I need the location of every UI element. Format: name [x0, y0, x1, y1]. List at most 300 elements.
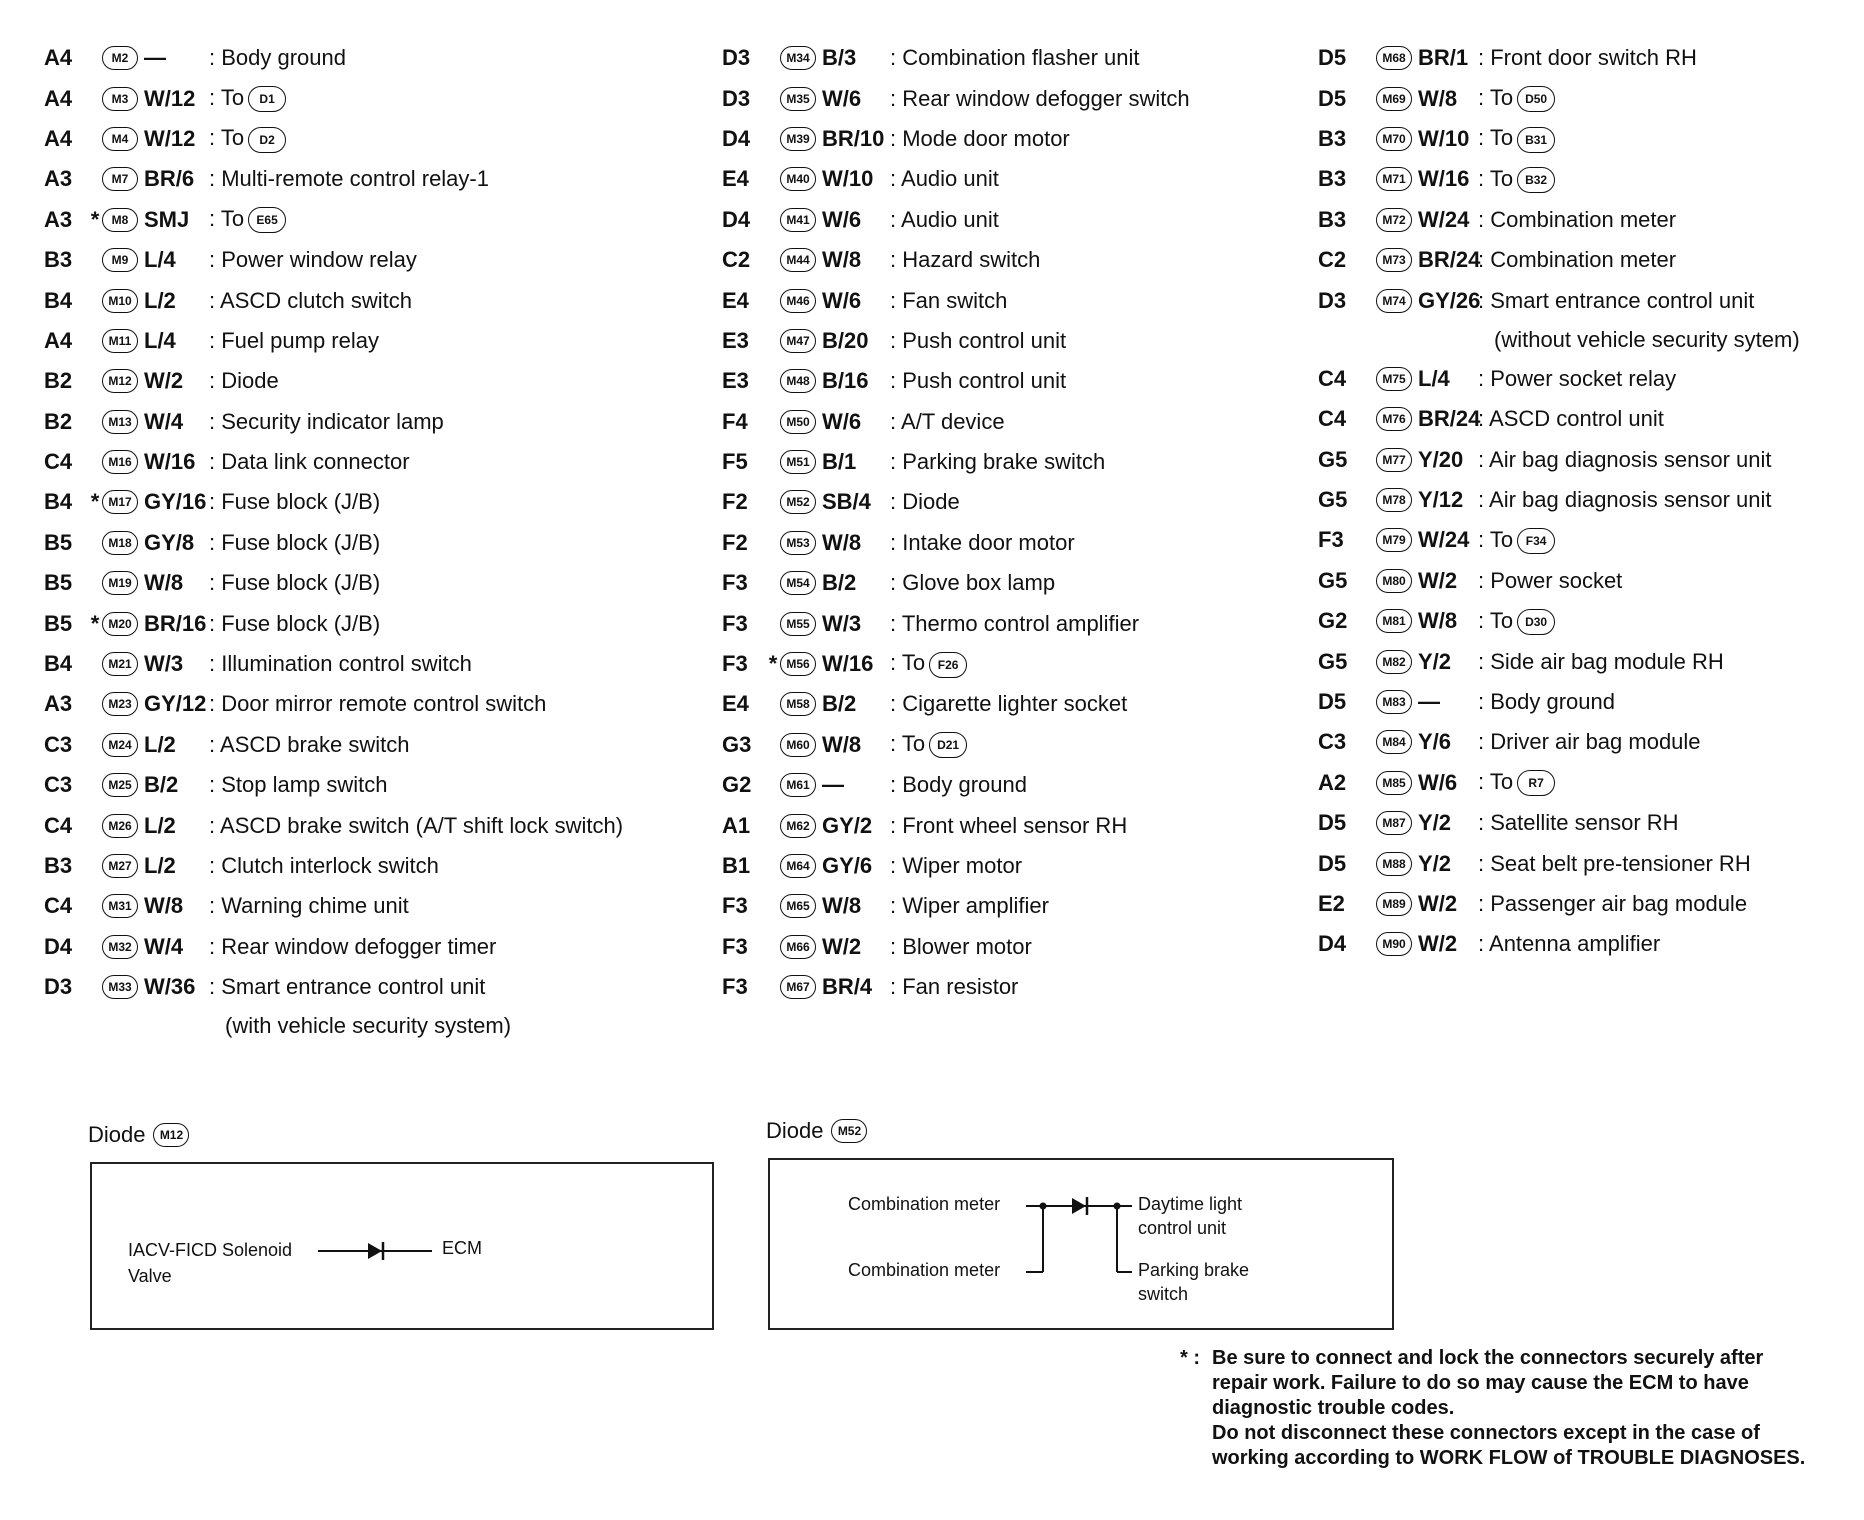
footnote-line: repair work. Failure to do so may cause the ECM to have — [1212, 1372, 1749, 1394]
color-pin-code: GY/2 — [822, 812, 873, 838]
grid-reference: C2 — [1318, 247, 1347, 273]
grid-reference: G5 — [1318, 446, 1348, 472]
connector-row — [722, 482, 960, 522]
connector-badge: M34 — [780, 46, 816, 70]
description-colon: : — [1478, 769, 1490, 795]
description-text: Glove box lamp — [902, 570, 1056, 596]
description-text: Door mirror remote control switch — [221, 691, 547, 717]
connector-row — [44, 200, 278, 240]
connector-row — [1318, 399, 1664, 439]
color-pin-code: W/2 — [1418, 931, 1458, 957]
color-pin-code: Y/6 — [1418, 729, 1452, 755]
connector-column-3 — [1318, 38, 1800, 965]
color-pin-code: L/4 — [1418, 365, 1450, 391]
color-pin-code: — — [144, 45, 166, 71]
description-text: Parking brake switch — [902, 449, 1106, 475]
description-text: ASCD brake switch (A/T shift lock switch) — [220, 812, 624, 838]
diode-m52-right-bottom-label-line2: switch — [1138, 1284, 1189, 1304]
diode-m52-right-top-label-line2: control unit — [1138, 1218, 1227, 1238]
description-continuation: (with vehicle security system) — [225, 1013, 512, 1039]
description-text: To — [1489, 769, 1514, 795]
diode-m12-left-label: IACV-FICD Solenoid — [128, 1240, 293, 1260]
connector-row — [44, 886, 409, 926]
description-text: Smart entrance control unit — [1490, 287, 1755, 313]
description-text: Smart entrance control unit — [221, 974, 486, 1000]
color-pin-code: W/8 — [822, 529, 862, 555]
connector-description — [1478, 810, 1679, 836]
diode-m52-right-top-label: Daytime light — [1138, 1194, 1243, 1214]
description-colon: : — [890, 327, 903, 353]
connector-badge: M74 — [1376, 289, 1412, 313]
grid-reference: C4 — [44, 812, 73, 838]
connector-badge: M40 — [780, 167, 816, 191]
grid-reference: D5 — [1318, 850, 1347, 876]
description-colon: : — [890, 125, 903, 151]
description-text: Body ground — [902, 772, 1027, 798]
color-pin-code: BR/10 — [822, 125, 885, 151]
grid-reference: D4 — [722, 125, 751, 151]
grid-reference: B3 — [1318, 206, 1347, 232]
connector-row — [44, 442, 410, 482]
connector-row — [44, 684, 547, 724]
description-colon: : — [1478, 84, 1490, 110]
color-pin-code: W/3 — [822, 610, 862, 636]
description-colon: : — [890, 166, 902, 192]
description-colon: : — [1478, 931, 1490, 957]
connector-description — [1478, 85, 1555, 112]
footnote-line: Be sure to connect and lock the connectors securely after — [1212, 1347, 1764, 1369]
grid-reference: C4 — [1318, 406, 1347, 432]
color-pin-code: L/2 — [144, 812, 176, 838]
description-colon: : — [890, 449, 903, 475]
description-text: Air bag diagnosis sensor unit — [1489, 446, 1772, 472]
grid-reference: B4 — [44, 651, 73, 677]
connector-description — [890, 328, 1066, 354]
connector-description — [1478, 649, 1724, 675]
color-pin-code: W/2 — [1418, 567, 1458, 593]
description-colon: : — [1478, 247, 1491, 273]
connector-description — [890, 731, 967, 758]
color-pin-code: W/16 — [1418, 166, 1470, 192]
color-pin-code: BR/1 — [1418, 45, 1469, 71]
description-colon: : — [209, 489, 222, 515]
description-text: Satellite sensor RH — [1490, 810, 1679, 836]
description-text: Diode — [902, 489, 960, 515]
color-pin-code: W/4 — [144, 408, 184, 434]
connector-badge: M35 — [780, 87, 816, 111]
color-pin-code: Y/2 — [1418, 648, 1452, 674]
color-pin-code: W/8 — [144, 893, 184, 919]
description-text: Fuel pump relay — [221, 327, 379, 353]
connector-description — [1478, 207, 1676, 233]
connector-description — [890, 166, 999, 192]
footnote — [1182, 1346, 1805, 1471]
grid-reference: E2 — [1318, 891, 1345, 916]
connector-row — [722, 644, 959, 684]
description-text: ASCD control unit — [1489, 406, 1664, 432]
connector-row — [44, 765, 388, 805]
description-colon: : — [1478, 446, 1490, 472]
footnote-line: working according to WORK FLOW of TROUBLE DIAGNOSES. — [1212, 1447, 1806, 1469]
connector-row — [722, 38, 1140, 78]
grid-reference: F4 — [722, 408, 748, 434]
color-pin-code: W/24 — [1418, 206, 1470, 232]
diode-m52-left-bottom-label: Combination meter — [848, 1260, 1001, 1280]
description-colon: : — [1478, 165, 1490, 191]
connector-badge: M7 — [102, 167, 138, 191]
connector-description — [890, 45, 1139, 71]
description-colon: : — [209, 84, 221, 110]
color-pin-code: BR/16 — [144, 610, 207, 636]
connector-row — [1318, 480, 1772, 520]
description-text: To — [901, 731, 926, 757]
diode-m52-connector-badge: M52 — [831, 1119, 867, 1143]
connector-description — [890, 489, 960, 515]
color-pin-code: BR/24 — [1418, 406, 1481, 432]
connector-row — [44, 523, 381, 563]
grid-reference: B2 — [44, 368, 73, 394]
description-colon: : — [1478, 365, 1491, 391]
connector-badge: M79 — [1376, 528, 1412, 552]
connector-description — [890, 126, 1070, 152]
description-colon: : — [209, 247, 222, 273]
color-pin-code: W/4 — [144, 933, 184, 959]
connector-description — [890, 86, 1190, 112]
connector-row — [44, 321, 379, 361]
connector-description — [1478, 851, 1751, 877]
connector-description — [1478, 487, 1772, 513]
connector-badge: M8 — [102, 208, 138, 232]
description-text: To — [220, 125, 245, 151]
connector-description — [209, 611, 380, 637]
color-pin-code: W/8 — [144, 570, 184, 596]
description-colon: : — [209, 206, 221, 232]
connector-description — [890, 813, 1127, 839]
description-colon: : — [890, 287, 903, 313]
grid-reference: B2 — [44, 408, 73, 434]
grid-reference: G2 — [1318, 608, 1348, 634]
target-connector-badge: F34 — [1517, 528, 1555, 554]
description-text: Wiper amplifier — [902, 893, 1049, 919]
connector-badge: M53 — [780, 531, 816, 555]
description-text: Fan resistor — [902, 974, 1019, 1000]
description-colon: : — [890, 933, 903, 959]
footnote-line: diagnostic trouble codes. — [1212, 1397, 1455, 1419]
grid-reference: E3 — [722, 327, 749, 353]
connector-row — [722, 280, 1008, 320]
color-pin-code: W/6 — [822, 85, 862, 111]
connector-row — [44, 927, 497, 967]
target-connector-badge: B31 — [1517, 127, 1555, 153]
grid-reference: D3 — [722, 45, 751, 71]
description-colon: : — [1478, 45, 1491, 71]
caution-mark: * — [90, 206, 100, 232]
description-colon: : — [890, 85, 903, 111]
connector-badge: M19 — [102, 571, 138, 595]
grid-reference: C3 — [1318, 729, 1347, 755]
connector-badge: M13 — [102, 410, 138, 434]
connector-description — [1478, 406, 1664, 432]
color-pin-code: L/4 — [144, 327, 176, 353]
connector-description — [209, 247, 417, 273]
description-text: Diode — [221, 368, 279, 394]
connector-description — [209, 409, 444, 435]
grid-reference: C4 — [44, 893, 73, 919]
connector-badge: M85 — [1376, 771, 1412, 795]
color-pin-code: W/10 — [822, 166, 874, 192]
grid-reference: A4 — [44, 327, 73, 353]
grid-reference: A1 — [722, 812, 751, 838]
connector-badge: M33 — [102, 975, 138, 999]
description-colon: : — [1478, 406, 1490, 432]
connector-badge: M51 — [780, 450, 816, 474]
color-pin-code: B/2 — [144, 772, 179, 798]
connector-badge: M46 — [780, 289, 816, 313]
grid-reference: D4 — [44, 933, 73, 959]
diode-m52-title: Diode — [766, 1118, 824, 1143]
description-text: ASCD clutch switch — [220, 287, 412, 313]
color-pin-code: W/12 — [144, 85, 196, 111]
description-text: Power window relay — [221, 247, 417, 273]
description-text: To — [220, 206, 245, 232]
connector-badge: M18 — [102, 531, 138, 555]
connector-description — [209, 166, 489, 192]
connector-badge: M32 — [102, 935, 138, 959]
diode-m52-right-bottom-label: Parking brake — [1138, 1260, 1250, 1280]
grid-reference: A3 — [44, 691, 73, 717]
connector-row — [722, 684, 1128, 724]
description-colon: : — [890, 772, 903, 798]
description-colon: : — [1478, 607, 1490, 633]
connector-column-2 — [722, 38, 1190, 1007]
connector-badge: M73 — [1376, 248, 1412, 272]
connector-description — [1478, 247, 1676, 273]
connector-badge: M39 — [780, 127, 816, 151]
caution-mark: * — [90, 489, 100, 515]
connector-description — [209, 853, 439, 879]
connector-description — [209, 570, 380, 596]
connector-row — [722, 967, 1019, 1007]
connector-description — [209, 489, 380, 515]
description-text: Fuse block (J/B) — [221, 489, 381, 515]
color-pin-code: B/3 — [822, 45, 857, 71]
color-pin-code: — — [1418, 689, 1440, 715]
connector-badge: M60 — [780, 733, 816, 757]
description-text: Combination meter — [1490, 206, 1677, 232]
connector-row — [44, 38, 346, 78]
connector-row — [44, 603, 381, 643]
description-text: Fuse block (J/B) — [221, 529, 381, 555]
connector-row — [722, 402, 1005, 442]
connector-description — [1478, 366, 1676, 392]
grid-reference: F2 — [722, 529, 748, 555]
grid-reference: C4 — [1318, 365, 1347, 391]
grid-reference: C2 — [722, 247, 751, 273]
color-pin-code: W/8 — [822, 893, 862, 919]
connector-badge: M23 — [102, 692, 138, 716]
description-colon: : — [209, 933, 222, 959]
connector-description — [209, 974, 485, 1000]
connector-row — [722, 159, 999, 199]
diode-m12-right-label: ECM — [442, 1238, 482, 1258]
description-text: To — [901, 650, 926, 676]
description-text: Power socket — [1490, 567, 1623, 593]
connector-row — [1318, 763, 1544, 803]
description-colon: : — [890, 570, 903, 596]
color-pin-code: W/6 — [822, 408, 862, 434]
connector-row — [1318, 601, 1548, 641]
description-text: Side air bag module RH — [1490, 648, 1724, 674]
grid-reference: B1 — [722, 853, 751, 878]
connector-badge: M27 — [102, 854, 138, 878]
description-colon: : — [1478, 567, 1491, 593]
grid-reference: A4 — [44, 125, 73, 151]
description-text: Security indicator lamp — [221, 408, 444, 434]
description-text: Mode door motor — [902, 125, 1070, 151]
grid-reference: F2 — [722, 489, 748, 515]
diode-m52-box — [768, 1158, 1394, 1330]
grid-reference: B5 — [44, 610, 73, 636]
target-connector-badge: B32 — [1517, 167, 1555, 193]
description-colon: : — [890, 650, 902, 676]
color-pin-code: W/12 — [144, 125, 196, 151]
grid-reference: D5 — [1318, 810, 1347, 836]
grid-reference: B3 — [1318, 166, 1347, 192]
connector-description — [209, 934, 496, 960]
connector-description — [890, 368, 1066, 394]
description-colon: : — [1478, 125, 1490, 151]
connector-description — [209, 691, 546, 717]
description-text: Stop lamp switch — [221, 772, 388, 798]
grid-reference: C3 — [44, 731, 73, 757]
connector-description — [1478, 931, 1660, 957]
diode-m12-title: Diode — [88, 1122, 146, 1147]
connector-badge: M89 — [1376, 892, 1412, 916]
connector-row — [44, 402, 444, 442]
color-pin-code: W/8 — [822, 731, 862, 757]
connector-description — [209, 45, 346, 71]
connector-row — [1318, 78, 1548, 118]
color-pin-code: W/6 — [822, 287, 862, 313]
description-colon: : — [1478, 287, 1491, 313]
description-colon: : — [1478, 648, 1491, 674]
connector-row — [1318, 119, 1548, 159]
connector-badge: M65 — [780, 894, 816, 918]
description-colon: : — [1478, 810, 1491, 836]
description-colon: : — [1478, 526, 1490, 552]
connector-row — [44, 846, 439, 886]
description-colon: : — [209, 327, 222, 353]
connector-row — [1318, 641, 1724, 681]
description-text: Body ground — [221, 45, 346, 71]
color-pin-code: W/2 — [1418, 891, 1458, 916]
connector-badge: M87 — [1376, 811, 1412, 835]
connector-description — [209, 206, 286, 233]
grid-reference: A2 — [1318, 769, 1347, 795]
grid-reference: B3 — [44, 853, 73, 878]
connector-description — [1478, 729, 1701, 755]
description-colon: : — [209, 287, 221, 313]
connector-row — [1318, 240, 1677, 280]
connector-column-1 — [44, 38, 624, 1045]
grid-reference: B3 — [1318, 125, 1347, 151]
color-pin-code: — — [822, 772, 844, 798]
grid-reference: D5 — [1318, 689, 1347, 715]
connector-badge: M17 — [102, 490, 138, 514]
connector-row — [44, 159, 489, 199]
color-pin-code: W/6 — [822, 206, 862, 232]
connector-badge: M66 — [780, 935, 816, 959]
description-text: Antenna amplifier — [1489, 931, 1661, 957]
connector-badge: M68 — [1376, 46, 1412, 70]
connector-badge: M16 — [102, 450, 138, 474]
description-text: Front wheel sensor RH — [902, 812, 1128, 838]
color-pin-code: W/2 — [822, 933, 862, 959]
color-pin-code: Y/20 — [1418, 446, 1464, 472]
connector-badge: M25 — [102, 773, 138, 797]
description-colon: : — [209, 570, 222, 596]
connector-description — [890, 893, 1049, 919]
connector-description — [1478, 568, 1622, 594]
connector-row — [722, 200, 999, 240]
target-connector-badge: D50 — [1517, 86, 1555, 112]
color-pin-code: W/6 — [1418, 769, 1458, 795]
connector-badge: M67 — [780, 975, 816, 999]
connector-badge: M9 — [102, 248, 138, 272]
description-text: Push control unit — [902, 327, 1067, 353]
target-connector-badge: R7 — [1517, 770, 1555, 796]
color-pin-code: GY/26 — [1418, 287, 1481, 313]
connector-row — [722, 927, 1032, 967]
color-pin-code: BR/24 — [1418, 247, 1481, 273]
color-pin-code: W/24 — [1418, 527, 1470, 553]
connector-description — [209, 85, 286, 112]
connector-description — [1478, 891, 1747, 917]
description-colon: : — [890, 489, 903, 515]
color-pin-code: GY/16 — [144, 489, 207, 515]
connector-row — [1318, 924, 1661, 964]
connector-badge: M48 — [780, 369, 816, 393]
connector-badge: M52 — [780, 490, 816, 514]
connector-description — [890, 611, 1139, 637]
description-colon: : — [209, 408, 222, 434]
grid-reference: D3 — [44, 974, 73, 1000]
color-pin-code: B/2 — [822, 691, 857, 717]
diode-m52-symbol — [770, 1160, 1396, 1332]
grid-reference: G2 — [722, 772, 752, 798]
grid-reference: B4 — [44, 287, 73, 313]
description-text: Clutch interlock switch — [221, 853, 439, 878]
caution-mark: * — [90, 610, 100, 636]
connector-row — [722, 563, 1056, 603]
target-connector-badge: E65 — [248, 207, 286, 233]
diode-m52-heading — [766, 1118, 867, 1144]
connector-row — [722, 240, 1041, 280]
connector-row — [1318, 200, 1677, 240]
grid-reference: E4 — [722, 166, 749, 192]
description-text: To — [1489, 84, 1514, 110]
grid-reference: D3 — [1318, 287, 1347, 313]
grid-reference: F3 — [722, 610, 748, 636]
color-pin-code: W/8 — [1418, 85, 1458, 111]
connector-description — [890, 934, 1032, 960]
connector-row — [44, 240, 417, 280]
target-connector-badge: D30 — [1517, 609, 1555, 635]
description-continuation: (without vehicle security sytem) — [1494, 326, 1800, 352]
connector-row — [722, 846, 1023, 886]
description-colon: : — [209, 125, 221, 151]
connector-badge: M62 — [780, 814, 816, 838]
